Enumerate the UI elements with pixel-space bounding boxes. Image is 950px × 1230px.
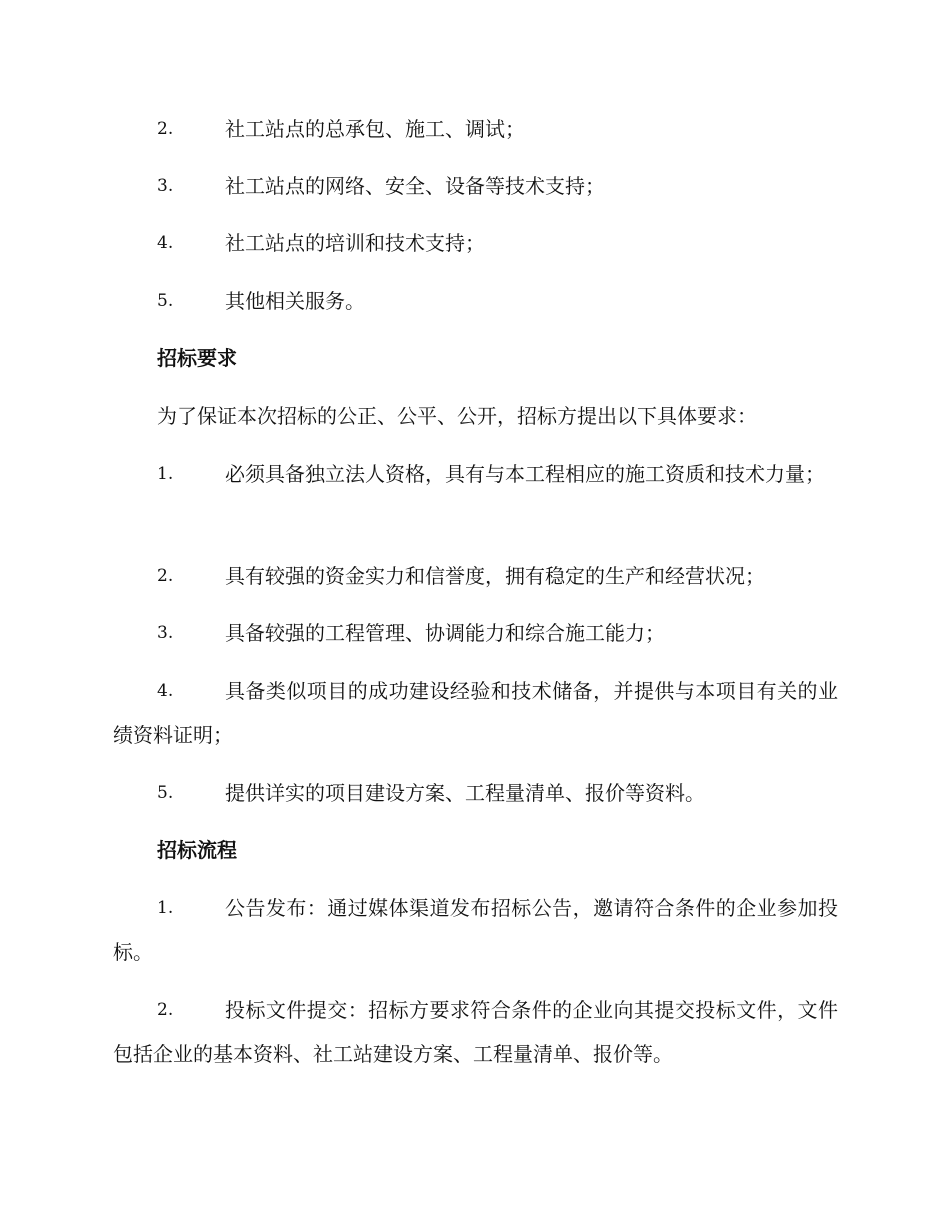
list-text: 其他相关服务。 <box>225 289 365 313</box>
list-text: 具有较强的资金实力和信誉度，拥有稳定的生产和经营状况； <box>225 564 765 588</box>
list-item <box>113 164 838 208</box>
list-text: 社工站点的培训和技术支持； <box>225 231 485 255</box>
list-number: 3. <box>157 176 174 196</box>
list-number: 1. <box>157 464 174 484</box>
list-item <box>113 988 838 1076</box>
section-heading-process: 招标流程 <box>157 838 237 862</box>
list-number: 5. <box>157 291 174 311</box>
list-number: 1. <box>157 898 174 918</box>
list-number: 3. <box>157 623 174 643</box>
list-item <box>113 221 838 265</box>
list-item <box>113 771 838 815</box>
list-item <box>113 279 838 323</box>
list-item <box>113 669 838 757</box>
requirements-intro: 为了保证本次招标的公正、公平、公开，招标方提出以下具体要求： <box>157 404 757 428</box>
section-heading-requirements: 招标要求 <box>157 346 237 370</box>
list-text: 具备较强的工程管理、协调能力和综合施工能力； <box>225 621 665 645</box>
list-item <box>113 107 838 151</box>
list-text: 投标文件提交：招标方要求符合条件的企业向其提交投标文件，文件包括企业的基本资料、社工站建设方案、工程量清单、报价等。 <box>113 998 838 1066</box>
list-number: 5. <box>157 783 174 803</box>
list-number: 4. <box>157 233 174 253</box>
list-item <box>113 886 838 974</box>
list-text: 必须具备独立法人资格，具有与本工程相应的施工资质和技术力量； <box>225 462 825 486</box>
list-text: 社工站点的总承包、施工、调试； <box>225 117 525 141</box>
list-number: 2. <box>157 566 174 586</box>
list-number: 2. <box>157 119 174 139</box>
list-text: 具备类似项目的成功建设经验和技术储备，并提供与本项目有关的业绩资料证明； <box>113 679 838 747</box>
list-number: 2. <box>157 1000 174 1020</box>
list-number: 4. <box>157 681 174 701</box>
list-text: 社工站点的网络、安全、设备等技术支持； <box>225 174 605 198</box>
list-item <box>113 611 838 655</box>
list-text: 提供详实的项目建设方案、工程量清单、报价等资料。 <box>225 781 705 805</box>
list-item <box>113 452 838 496</box>
list-item <box>113 554 838 598</box>
list-text: 公告发布：通过媒体渠道发布招标公告，邀请符合条件的企业参加投标。 <box>113 896 838 964</box>
